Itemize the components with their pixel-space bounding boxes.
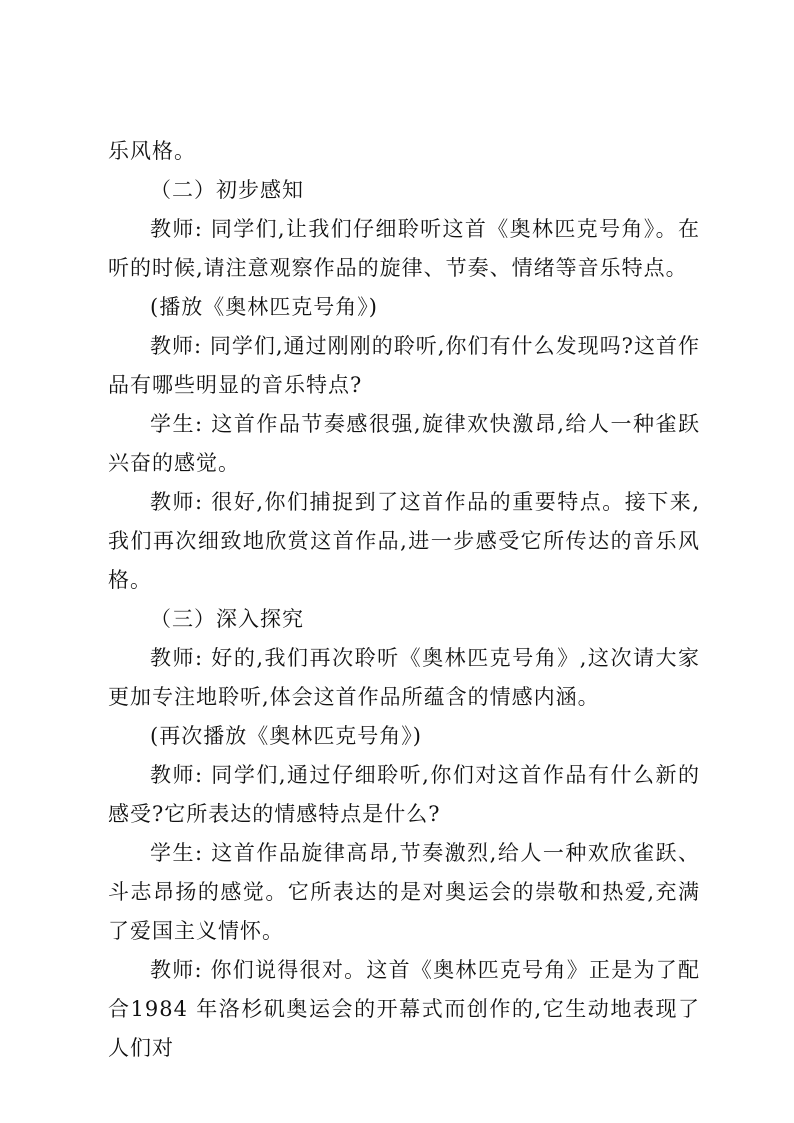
paragraph-teacher-4: 教师: 好的,我们再次聆听《奥林匹克号角》,这次请大家更加专注地聆听,体会这首作品所蕴含的情感内涵。 <box>108 646 700 709</box>
paragraph-teacher-2: 教师: 同学们,通过刚刚的聆听,你们有什么发现吗?这首作品有哪些明显的音乐特点? <box>108 334 700 397</box>
paragraph-teacher-1: 教师: 同学们,让我们仔细聆听这首《奥林匹克号角》。在听的时候,请注意观察作品的旋律、节奏、情绪等音乐特点。 <box>108 217 700 280</box>
document-body <box>108 132 700 1068</box>
paragraph-teacher-6: 教师: 你们说得很对。这首《奥林匹克号角》正是为了配合1984 年洛杉矶奥运会的开幕式而创作的,它生动地表现了人们对 <box>108 958 700 1060</box>
paragraph-continuation: 乐风格。 <box>108 139 196 163</box>
paragraph-stage-direction-1: (播放《奥林匹克号角》) <box>150 295 378 319</box>
paragraph-teacher-3: 教师: 很好,你们捕捉到了这首作品的重要特点。接下来,我们再次细致地欣赏这首作品,进一步感受它所传达的音乐风格。 <box>108 490 700 592</box>
section-heading-deep-exploration: （三）深入探究 <box>150 607 304 631</box>
section-heading-initial-perception: （二）初步感知 <box>150 178 304 202</box>
paragraph-stage-direction-2: (再次播放《奥林匹克号角》) <box>150 724 422 748</box>
paragraph-teacher-5: 教师: 同学们,通过仔细聆听,你们对这首作品有什么新的感受?它所表达的情感特点是什么? <box>108 763 700 826</box>
paragraph-student-1: 学生: 这首作品节奏感很强,旋律欢快激昂,给人一种雀跃兴奋的感觉。 <box>108 412 700 475</box>
paragraph-student-2: 学生: 这首作品旋律高昂,节奏激烈,给人一种欢欣雀跃、斗志昂扬的感觉。它所表达的是对奥运会的崇敬和热爱,充满了爱国主义情怀。 <box>108 841 700 943</box>
